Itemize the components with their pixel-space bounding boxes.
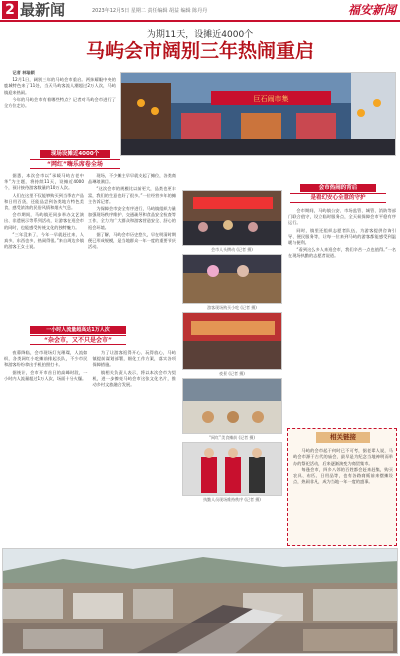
photo-aerial-panorama — [2, 548, 398, 654]
svg-text:巨石闹市集: 巨石闹市集 — [253, 95, 289, 103]
lead-paragraph: 12月1日，阔别三年的马屿会市重启。两抹耀眼中央的鹿城特色来了11处，当天马屿客流人潮超过2万人次，马屿镇迎来热闹。 — [4, 77, 116, 95]
paragraph: 现场，不少摊主早早就支起了摊位，各类商品琳琅满目。 — [88, 173, 176, 185]
photo-security-staff — [182, 442, 282, 496]
stalls-illustration — [183, 313, 282, 370]
column-3 — [88, 173, 176, 323]
column-4 — [4, 350, 176, 530]
photo-caption-2: 游客现场购买小吃 (记者 摄) — [207, 305, 257, 310]
masthead — [0, 0, 400, 22]
night-market-illustration — [121, 73, 396, 156]
paragraph: 据统计，会市开市首日的高峰时段，一小时内人流量超过1万人次，场面十分火爆。 — [4, 369, 88, 381]
photo-snacks — [182, 254, 282, 304]
subhead-banner-3: 会市热闹的背后 — [300, 184, 376, 192]
photo-crowd — [182, 190, 282, 246]
subhead-title-2: “杂会市，又不只是会市” — [30, 335, 126, 345]
photo-caption-3: 夜景 (记者 摄) — [219, 371, 245, 376]
paragraph: 为了让游客逛得开心、玩得放心，马屿镇提前谋划部署，细化工作方案，落实各项保障措施。 — [92, 350, 176, 368]
lead-column — [4, 70, 116, 130]
paragraph: 据悉，本次会市以“承载马屿古老中华”为主题，将持续11天，设摊近4000个，预计接待游客数量约10万人次。 — [4, 173, 84, 191]
aerial-panorama-illustration — [3, 549, 398, 654]
crowd-illustration — [183, 191, 282, 246]
photo-caption-1: 会市人头攒动 (记者 摄) — [211, 247, 253, 252]
photo-food — [182, 378, 282, 434]
photo-stalls — [182, 312, 282, 370]
paragraph: “看到这么多人来逛会市，我们辛苦一点也值得。”一名在现场执勤的志愿者说道。 — [288, 247, 396, 259]
paragraph: 每逢会市，四乡八邻的百姓都会赶来赶集，购买农具、布匹、日用品等，也有各路商贩前来摆摊设点，热闹非凡，成为当地一年一度的盛事。 — [293, 466, 393, 485]
paragraph: 会市期间，马屿镇还同步举办文艺演出、非遗展示等系列活动，让游客在逛会市的同时，也能感受传统文化的独特魅力。 — [4, 212, 84, 230]
paragraph: 会市期间，马屿镇公安、市场监管、城管、消防等部门联合值守，设立临时服务点，全天候保障会市平稳有序运行。 — [288, 208, 396, 226]
paragraph: 同时，镇里还组织志愿者队伍，为游客提供咨询引导、便民服务等，让每一位来到马屿的游客都能感受到温暖与便利。 — [288, 227, 396, 246]
related-info-box — [287, 428, 397, 546]
food-illustration — [183, 379, 282, 434]
section-name: 最新闻 — [20, 1, 66, 19]
article-headline: 马屿会市阔别三年热闹重启 — [85, 40, 314, 62]
paragraph: “三年没来了，今年一早就赶过来，人真多，东西也多，热闹得很。”来自周边乡镇的游客王女士说。 — [4, 231, 84, 250]
subhead-banner-1: 现场设摊近4000个 — [40, 150, 110, 158]
subhead-title-1: “网红”嗨乐席卷全场 — [30, 159, 120, 169]
paragraph: 为保障会市安全有序进行，马屿镇组织力量加强现场秩序维护、交通疏导和食品安全检查等工作，全力为广大群众和游客营造安全、舒心的逛会环境。 — [88, 206, 176, 230]
paragraph: “这次会市的规模比以前更大，品类也更丰富，我们的生意也好了很多。”一位经营多年的摊主告诉记者。 — [88, 186, 176, 204]
photo-caption-4: “网红”美食摊前 (记者 摄) — [209, 435, 255, 440]
photo-caption-5: 执勤人员现场维持秩序 (记者 摄) — [203, 497, 261, 502]
subhead-title-3: 是看幻安心全意的守护 — [290, 193, 386, 203]
related-info-title: 相关链接 — [316, 432, 370, 443]
paragraph: 据了解，马屿会市历史悠久，早在明清时期便已形成规模，是当地群众一年一度的重要节庆活动。 — [88, 231, 176, 250]
paragraph: 马屿的会市起于何时已不可考，据老辈人说，马屿会市源于古代的庙会，最早是为纪念当地神明而举办的祭祀活动，后来逐渐演变为商贸集市。 — [293, 448, 393, 466]
page-number: 2 — [2, 1, 18, 19]
column-5 — [288, 208, 396, 422]
related-info-text — [293, 448, 393, 486]
subhead-banner-2: 一小时人流量超高达1万人次 — [30, 326, 126, 334]
paragraph: 夜幕降临，会市现场灯光璀璨，人流如织，各类网红小吃摊前排起长队，不少市民和游客纷纷拿出手机拍照打卡。 — [4, 350, 88, 368]
staff-illustration — [183, 443, 282, 496]
issue-meta: 2023年12月5日 星期二 责任编辑 胡益 编辑 陈丹丹 — [92, 8, 208, 14]
lead-paragraph: 今年的马屿会市有着哪些特点？记者对马屿会市进行了全方位走访。 — [4, 96, 116, 109]
snacks-illustration — [183, 255, 282, 304]
photo-night-market — [120, 72, 396, 156]
byline: 记者 林瑜颖 — [12, 70, 35, 75]
paragraph: 镇相关负责人表示，将以本次会市为契机，进一步擦亮马屿会市这张文化名片，推动乡村文旅融合发展。 — [92, 369, 176, 388]
paragraph: 人们在这里不仅能够购买到当季农产品和日用百货，还能品尝到各类地方特色美食，感受浓浓的民俗风情和烟火气息。 — [4, 192, 84, 211]
column-2 — [4, 173, 84, 323]
newspaper-brand: 福安新闻 — [347, 3, 396, 17]
article-kicker: 为期11天，设摊近4000个 — [146, 30, 254, 40]
